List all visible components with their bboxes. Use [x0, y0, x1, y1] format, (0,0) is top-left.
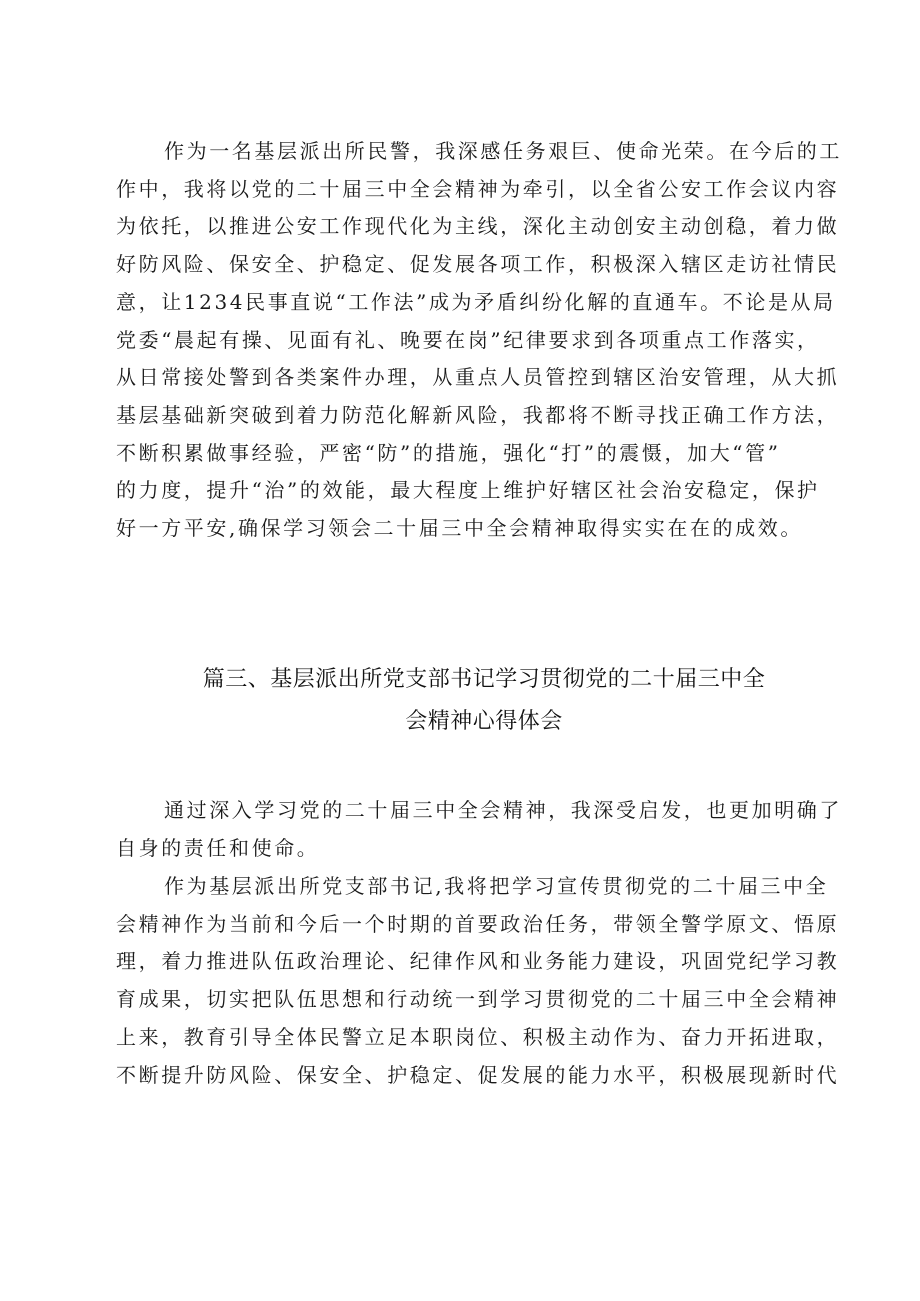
text-line: 好一方平安,确保学习领会二十届三中全会精神取得实实在在的成效。 [116, 516, 803, 541]
text-line: 会精神作为当前和今后一个时期的首要政治任务，带领全警学原文、悟原 [116, 911, 840, 936]
text-line: 为依托，以推进公安工作现代化为主线，深化主动创安主动创稳，着力做 [116, 214, 840, 239]
text-line: 好防风险、保安全、护稳定、促发展各项工作，积极深入辖区走访社情民 [116, 252, 840, 277]
text-line: 基层基础新突破到着力防范化解新风险，我都将不断寻找正确工作方法， [116, 402, 840, 427]
text-line: 上来，教育引导全体民警立足本职岗位、积极主动作为、奋力开拓进取， [116, 1024, 840, 1049]
text-line: 不断提升防风险、保安全、护稳定、促发展的能力水平，积极展现新时代 [116, 1062, 840, 1087]
text-line: 不断积累做事经验，严密“防”的措施，强化“打”的震慑，加大“管” [116, 440, 781, 465]
text-line: 作为一名基层派出所民警，我深感任务艰巨、使命光荣。在今后的工 [164, 139, 842, 163]
section-heading [116, 659, 852, 743]
heading-line: 会精神心得体会 [405, 709, 563, 734]
text-line: 党委“晨起有操、见面有礼、晚要在岗”纪律要求到各项重点工作落实， [116, 327, 820, 352]
text-line: 意，让1234民事直说“工作法”成为矛盾纠纷化解的直通车。不论是从局 [116, 289, 836, 314]
text-line: 的力度，提升“治”的效能，最大程度上维护好辖区社会治安稳定，保护 [116, 478, 820, 503]
text-line: 作中，我将以党的二十届三中全会精神为牵引，以全省公安工作会议内容 [116, 176, 840, 201]
heading-line: 篇三、基层派出所党支部书记学习贯彻党的二十届三中全 [202, 667, 766, 692]
text-line: 育成果，切实把队伍思想和行动统一到学习贯彻党的二十届三中全会精神 [116, 987, 840, 1012]
text-line: 自身的责任和使命。 [116, 835, 320, 860]
body-paragraph-3 [116, 868, 852, 1094]
text-line: 通过深入学习党的二十届三中全会精神，我深受启发，也更加明确了 [164, 798, 842, 822]
text-line: 从日常接处警到各类案件办理，从重点人员管控到辖区治安管理，从大抓 [116, 365, 840, 390]
text-line: 作为基层派出所党支部书记,我将把学习宣传贯彻党的二十届三中全 [164, 874, 829, 898]
body-paragraph-1 [116, 133, 852, 548]
body-paragraph-2 [116, 792, 852, 867]
text-line: 理，着力推进队伍政治理论、纪律作风和业务能力建设，巩固党纪学习教 [116, 949, 840, 974]
